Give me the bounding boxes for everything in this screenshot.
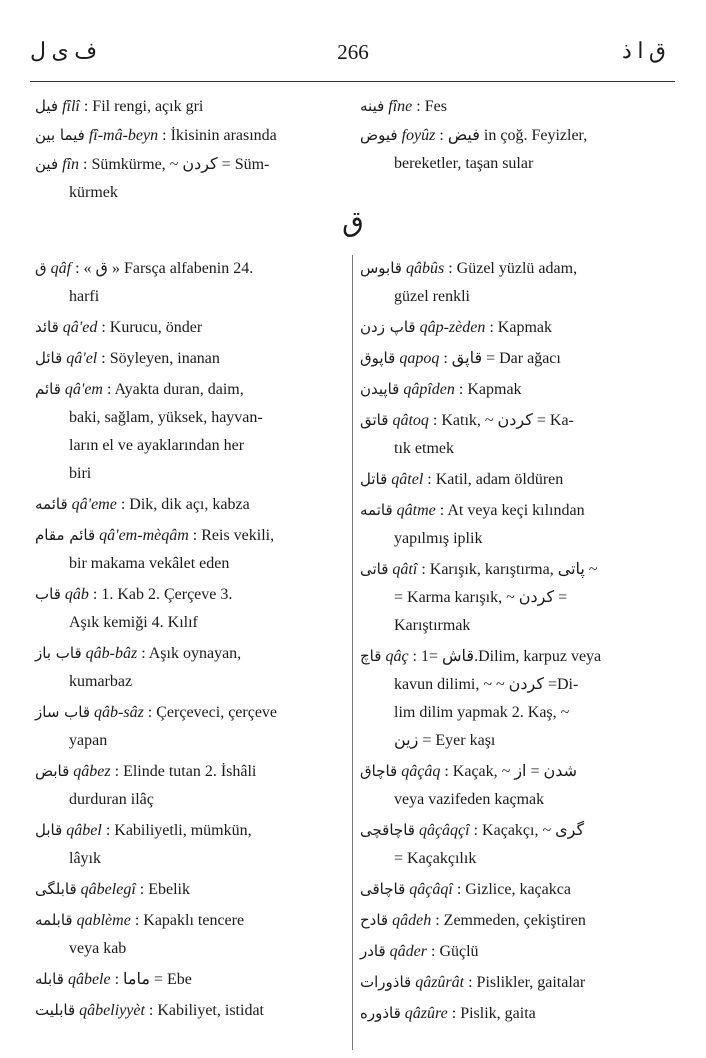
dictionary-entry [35,639,345,696]
entry-first-line [360,254,665,283]
entry-continuation: harfi [69,288,100,305]
main-left-column [35,254,345,1027]
top-left-column [35,92,345,207]
entry-headword-arabic: قاذورات [360,973,412,991]
section-letter: ق [342,205,364,238]
entry-transliteration: qâ'em-mèqâm [99,527,189,544]
entry-definition: : Sümkürme, ~ کردن = Süm- [83,156,270,173]
entry-transliteration: qâtî [392,561,418,578]
entry-transliteration: qâzûrât [415,974,465,991]
entry-headword-arabic: قائمه [35,495,68,513]
entry-first-line [35,92,345,121]
entry-definition: : Kaçakçı, ~ گری [473,822,585,839]
entry-headword-arabic: فیما بین [35,126,85,144]
page-number: 266 [337,40,369,64]
entry-headword-arabic: قاب [35,585,61,603]
entry-headword-arabic: قاچاقچی [360,821,415,839]
entry-definition: : Söyleyen, inanan [101,350,220,367]
dictionary-entry [360,937,665,966]
entry-definition: : Aşık oynayan, [141,645,242,662]
entry-definition: : Katil, adam öldüren [427,471,564,488]
entry-transliteration: qâçâqçî [418,822,470,839]
entry-headword-arabic: قاتل [360,470,388,488]
entry-transliteration: qâbez [73,763,111,780]
entry-transliteration: qâzûre [404,1005,448,1022]
entry-headword-arabic: فیوض [360,126,398,144]
entry-transliteration: qâçâqî [409,881,453,898]
entry-continuation: kavun dilimi, ~ ~ کردن =Di- [394,676,579,693]
entry-definition: : Çerçeveci, çerçeve [147,704,278,721]
entry-headword-arabic: قاذوره [360,1004,401,1022]
dictionary-entry [360,757,665,814]
entry-first-line [35,580,345,609]
dictionary-entry [35,996,345,1025]
entry-headword-arabic: فینه [360,97,385,115]
entry-headword-arabic: قائم [35,380,61,398]
entry-first-line [35,375,345,404]
entry-definition: : Karışık, karıştırma, پاتی ~ [421,561,598,578]
dictionary-entry [35,875,345,904]
entry-transliteration: qâbele [67,971,111,988]
entry-headword-arabic: قابوس [360,259,402,277]
entry-first-line [35,150,345,179]
dictionary-entry [35,906,345,963]
entry-first-line [360,999,665,1028]
running-head-right: ق ا ذ [622,38,666,63]
entry-headword-arabic: قاتمه [360,501,393,519]
entry-continuation: veya kab [69,940,127,957]
entry-transliteration: qâder [389,943,427,960]
entry-definition: : Kabiliyet, istidat [148,1002,264,1019]
entry-transliteration: qâtoq [392,412,429,429]
entry-first-line [360,816,665,845]
entry-first-line [360,968,665,997]
dictionary-entry [35,344,345,373]
entry-first-line [360,406,665,435]
entry-continuation: kürmek [69,184,118,201]
entry-first-line [35,698,345,727]
dictionary-entry [35,580,345,637]
dictionary-entry [360,968,665,997]
dictionary-entry [35,490,345,519]
entry-transliteration: qâtme [396,502,436,519]
entry-continuation: bereketler, taşan sular [394,155,534,172]
entry-first-line [35,344,345,373]
entry-headword-arabic: قابلگی [35,880,77,898]
entry-first-line [35,996,345,1025]
entry-continuation: = Karma karışık, ~ کردن = [394,589,568,606]
entry-transliteration: qâf [50,260,72,277]
entry-definition: : At veya keçi kılından [439,502,585,519]
entry-transliteration: qâb-sâz [94,704,144,721]
entry-headword-arabic: قابلمه [35,911,73,929]
entry-continuation: durduran ilâç [69,791,154,808]
entry-headword-arabic: قابض [35,762,70,780]
entry-headword-arabic: قائد [35,318,59,336]
entry-first-line [35,490,345,519]
entry-transliteration: qâbelegî [80,881,136,898]
entry-headword-arabic: قاپ زدن [360,318,416,336]
entry-continuation: baki, sağlam, yüksek, hayvan- [69,409,263,426]
entry-transliteration: qâb-bâz [85,645,138,662]
entry-definition: : Kaçak, ~ شدن = از [444,763,578,780]
entry-continuation: yapan [69,732,108,749]
entry-first-line [360,937,665,966]
entry-first-line [35,965,345,994]
entry-definition: : Ebelik [139,881,190,898]
entry-headword-arabic: قاچ [360,647,382,665]
entry-first-line [360,875,665,904]
entry-definition: : « ق » Farsça alfabenin 24. [75,260,254,277]
entry-transliteration: qâ'eme [71,496,117,513]
entry-transliteration: qâbûs [405,260,445,277]
dictionary-entry [35,521,345,578]
entry-transliteration: qâdeh [392,912,432,929]
entry-first-line [360,496,665,525]
entry-definition: : Pislik, gaita [451,1005,536,1022]
dictionary-entry [360,496,665,553]
entry-transliteration: qapoq [399,350,440,367]
entry-headword-arabic: قائل [35,349,63,367]
entry-transliteration: qâpîden [403,381,455,398]
entry-transliteration: fîn [62,156,80,173]
entry-definition: : 1. Kab 2. Çerçeve 3. [92,586,233,603]
entry-headword-arabic: قاب ساز [35,703,91,721]
entry-transliteration: qâp-zèden [419,319,486,336]
dictionary-entry [35,121,345,150]
entry-headword-arabic: قاب باز [35,644,82,662]
entry-first-line [360,642,665,671]
entry-headword-arabic: قاپوق [360,349,396,367]
entry-headword-arabic: قاتق [360,411,389,429]
main-right-column [360,254,665,1030]
entry-first-line [35,875,345,904]
dictionary-entry [360,406,665,463]
entry-definition: : Gizlice, kaçakca [456,881,571,898]
entry-headword-arabic: قابله [35,970,64,988]
dictionary-entry [35,254,345,311]
entry-first-line [360,465,665,494]
dictionary-entry [360,121,665,178]
header-rule [30,81,675,82]
dictionary-entry [35,757,345,814]
entry-transliteration: qâç [385,648,409,665]
entry-headword-arabic: فیل [35,97,59,115]
entry-headword-arabic: قاتی [360,560,389,578]
entry-headword-arabic: قابل [35,821,63,839]
dictionary-entry [360,816,665,873]
entry-first-line [360,121,665,150]
entry-definition: : Zemmeden, çekiştiren [435,912,586,929]
entry-transliteration: foyûz [401,127,436,144]
entry-definition: : Katık, ~ کردن = Ka- [432,412,574,429]
entry-first-line [35,906,345,935]
entry-definition: : Kapmak [458,381,522,398]
entry-first-line [35,639,345,668]
dictionary-entry [35,816,345,873]
entry-definition: : Güçlü [431,943,479,960]
entry-first-line [360,906,665,935]
dictionary-entry [360,254,665,311]
entry-first-line [35,757,345,786]
entry-continuation: = Kaçakçılık [394,850,477,867]
entry-first-line [360,757,665,786]
entry-continuation: Karıştırmak [394,617,471,634]
entry-headword-arabic: قائم مقام [35,526,96,544]
entry-first-line [35,521,345,550]
entry-transliteration: qablème [76,912,131,929]
entry-definition: : Ayakta duran, daim, [106,381,244,398]
top-right-column [360,92,665,178]
entry-first-line [35,313,345,342]
dictionary-entry [35,92,345,121]
entry-continuation: veya vazifeden kaçmak [394,791,545,808]
entry-headword-arabic: قابلیت [35,1001,76,1019]
dictionary-entry [35,375,345,488]
entry-definition: : قاش =1.Dilim, karpuz veya [412,648,602,665]
entry-transliteration: qâbeliyyèt [79,1002,145,1019]
entry-definition: : ماما = Ebe [114,971,192,988]
entry-transliteration: qâ'ed [62,319,98,336]
dictionary-entry [35,150,345,207]
dictionary-entry [35,313,345,342]
page-header [0,0,706,90]
entry-definition: : Güzel yüzlü adam, [448,260,578,277]
entry-definition: : Kapaklı tencere [134,912,245,929]
dictionary-entry [360,875,665,904]
entry-continuation: زین = Eyer kaşı [394,732,496,749]
entry-first-line [360,92,665,121]
entry-continuation: kumarbaz [69,673,133,690]
entry-definition: : Elinde tutan 2. İshâli [114,763,257,780]
entry-transliteration: fî-mâ-beyn [88,127,159,144]
running-head-left: ف ی ل [30,38,98,63]
entry-continuation: biri [69,465,92,482]
entry-continuation: yapılmış iplik [394,530,483,547]
dictionary-entry [360,906,665,935]
column-divider [352,255,353,1050]
entry-continuation: bir makama vekâlet eden [69,555,230,572]
entry-transliteration: fîlî [62,98,80,115]
entry-continuation: Aşık kemiği 4. Kılıf [69,614,198,631]
entry-definition: : Fil rengi, açık gri [83,98,204,115]
entry-first-line [360,344,665,373]
entry-continuation: lim dilim yapmak 2. Kaş, ~ [394,704,570,721]
entry-headword-arabic: فین [35,155,59,173]
dictionary-entry [360,999,665,1028]
dictionary-entry [35,965,345,994]
entry-transliteration: qâçâq [401,763,441,780]
entry-first-line [360,375,665,404]
entry-continuation: ların el ve ayaklarından her [69,437,245,454]
entry-headword-arabic: قادر [360,942,386,960]
entry-definition: : Kabiliyetli, mümkün, [105,822,252,839]
entry-continuation: güzel renkli [394,288,470,305]
entry-definition: : قاپق = Dar ağacı [443,350,561,367]
entry-definition: : Reis vekili, [192,527,275,544]
entry-continuation: lâyık [69,850,101,867]
entry-first-line [35,254,345,283]
entry-first-line [360,555,665,584]
entry-transliteration: qâb [64,586,89,603]
entry-definition: : Kurucu, önder [101,319,203,336]
entry-definition: : Kapmak [489,319,552,336]
entry-transliteration: qâtel [391,471,424,488]
entry-headword-arabic: قاچاق [360,762,398,780]
entry-definition: : Fes [416,98,447,115]
dictionary-entry [35,698,345,755]
entry-first-line [35,121,345,150]
entry-first-line [35,816,345,845]
entry-continuation: tık etmek [394,440,454,457]
dictionary-entry [360,344,665,373]
entry-definition: : Dik, dik açı, kabza [120,496,250,513]
entry-first-line [360,313,665,342]
entry-headword-arabic: ق [35,259,47,277]
entry-transliteration: qâ'em [64,381,103,398]
entry-definition: : Pislikler, gaitalar [468,974,586,991]
entry-headword-arabic: قادح [360,911,389,929]
dictionary-entry [360,555,665,640]
entry-transliteration: qâ'el [66,350,98,367]
entry-transliteration: fîne [388,98,413,115]
dictionary-entry [360,642,665,755]
entry-headword-arabic: قاچاقی [360,880,406,898]
entry-headword-arabic: قاپیدن [360,380,400,398]
dictionary-entry [360,92,665,121]
entry-definition: : İkisinin arasında [162,127,277,144]
dictionary-entry [360,465,665,494]
entry-transliteration: qâbel [66,822,102,839]
dictionary-entry [360,313,665,342]
entry-definition: : فیض in çoğ. Feyizler, [439,127,588,144]
dictionary-entry [360,375,665,404]
